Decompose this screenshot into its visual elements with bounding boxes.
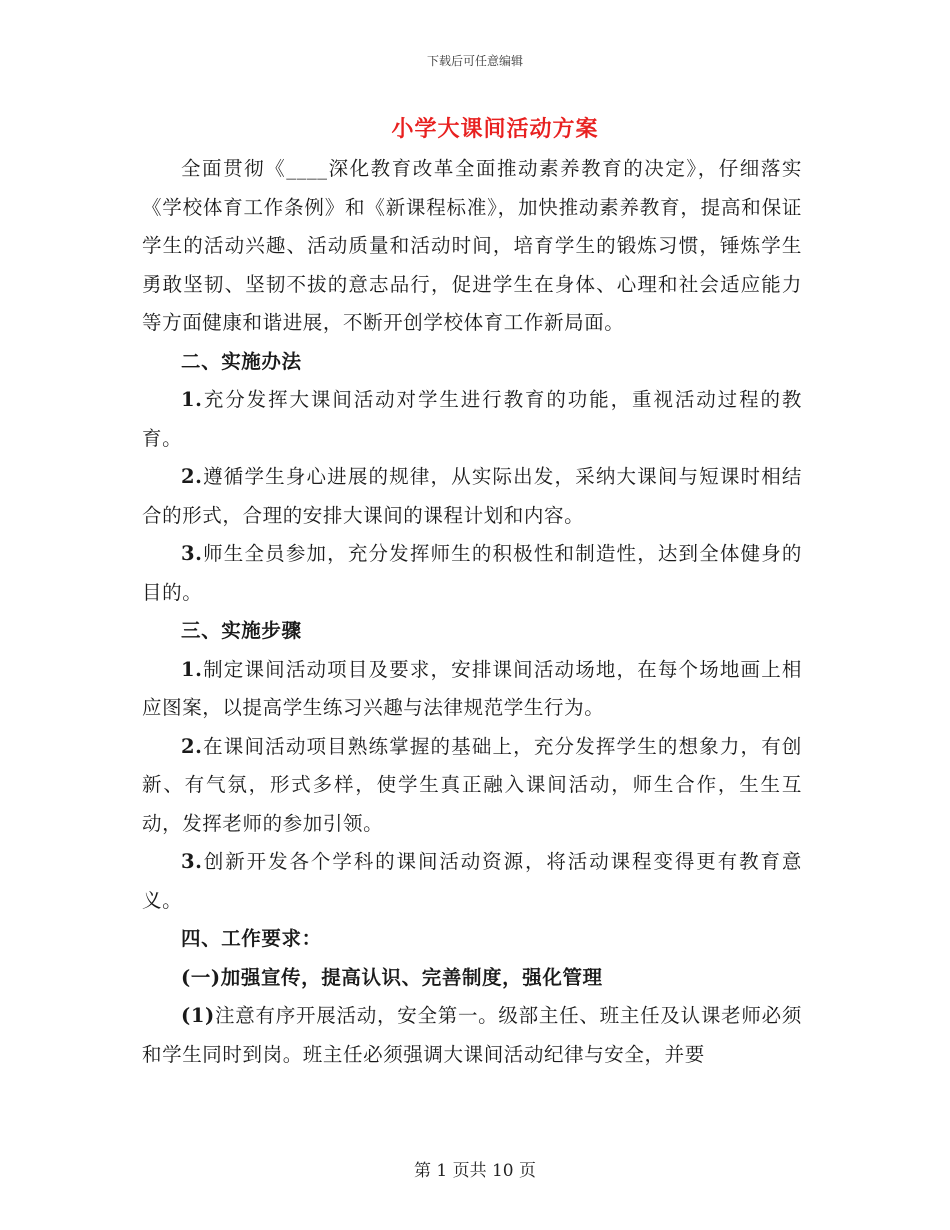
section-heading-implementation-steps: 三、实施步骤 bbox=[181, 619, 302, 642]
method-item-2: 2.遵循学生身心进展的规律，从实际出发，采纳大课间与短课时相结合的形式，合理的安排大课间的课程计划和内容。 bbox=[142, 465, 802, 527]
section-heading-implementation-methods: 二、实施办法 bbox=[181, 349, 302, 373]
requirement-item-1: (1)注意有序开展活动，安全第一。级部主任、班主任及认课老师必须和学生同时到岗。班主任必须强调大课间活动纪律与安全，并要 bbox=[142, 1004, 802, 1066]
intro-paragraph: 全面贯彻《____深化教育改革全面推动素养教育的决定》，仔细落实《学校体育工作条例》和《新课程标准》，加快推动素养教育，提高和保证学生的活动兴趣、活动质量和活动时间，培育学生的锻炼习惯，锤炼学生勇敢坚韧、坚韧不拔的意志品行，促进学生在身体、心理和社会适应能力等方面健康和谐进展，不断开创学校体育工作新局面。 bbox=[142, 157, 802, 334]
document-body bbox=[142, 150, 802, 1074]
subsection-heading-publicity: (一)加强宣传，提高认识、完善制度，强化管理 bbox=[181, 965, 603, 989]
method-item-3: 3.师生全员参加，充分发挥师生的积极性和制造性，达到全体健身的目的。 bbox=[142, 542, 802, 604]
section-heading-work-requirements: 四、工作要求： bbox=[181, 927, 322, 950]
header-note: 下载后可任意编辑 bbox=[426, 54, 523, 68]
step-item-3: 3.创新开发各个学科的课间活动资源，将活动课程变得更有教育意义。 bbox=[142, 850, 802, 912]
step-item-1: 1.制定课间活动项目及要求，安排课间活动场地，在每个场地画上相应图案，以提高学生练习兴趣与法律规范学生行为。 bbox=[142, 657, 802, 719]
page-footer: 第 1 页共 10 页 bbox=[413, 1161, 537, 1181]
method-item-1: 1.充分发挥大课间活动对学生进行教育的功能，重视活动过程的教育。 bbox=[142, 388, 802, 450]
document-title: 小学大课间活动方案 bbox=[391, 116, 599, 142]
step-item-2: 2.在课间活动项目熟练掌握的基础上，充分发挥学生的想象力，有创新、有气氛，形式多样，使学生真正融入课间活动，师生合作，生生互动，发挥老师的参加引领。 bbox=[142, 734, 802, 835]
